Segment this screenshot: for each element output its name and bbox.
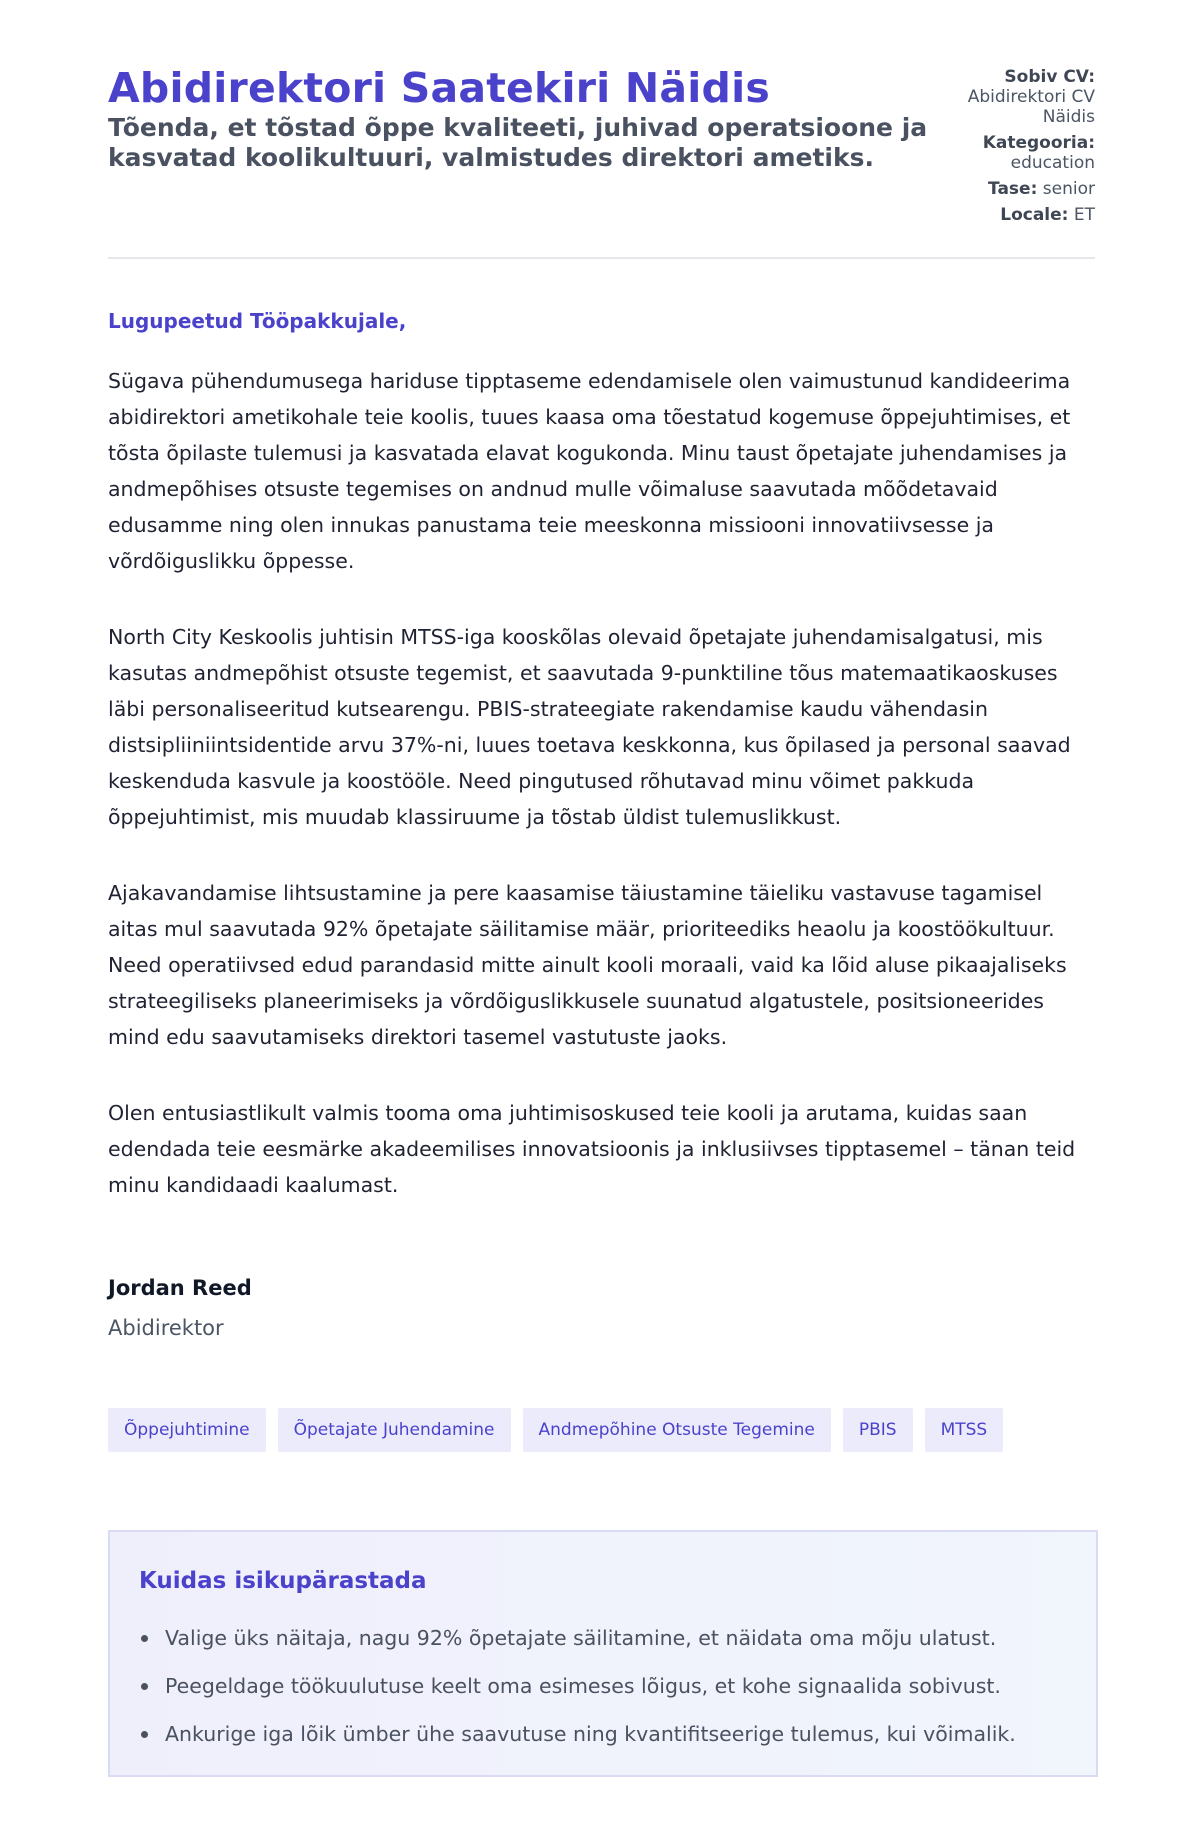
bullet-icon	[141, 1635, 148, 1642]
list-item	[139, 1614, 1016, 1662]
skill-tags	[108, 1408, 1003, 1452]
tip-text: Valige üks näitaja, nagu 92% õpetajate säilitamine, et näidata oma mõju ulatust.	[165, 1626, 997, 1650]
meta-locale	[945, 205, 1095, 225]
letter-greeting: Lugupeetud Tööpakkujale,	[108, 309, 407, 333]
letter-paragraph: North City Keskoolis juhtisin MTSS-iga kooskõlas olevaid õpetajate juhendamisalgatusi, mis kasutas andmepõhist otsuste tegemist, et saavutada 9-punktiline tõus matemaatikaoskuses läbi personaliseeritud kutsearengu. PBIS-strateegiate rakendamise kaudu vähendasin distsipliiniintsidentide arvu 37%-ni, luues toetava keskkonna, kus õpilased ja personal saavad keskenduda kasvule ja koostööle. Need pingutused rõhutavad minu võimet pakkuda õppejuhtimist, mis muudab klassiruume ja tõstab üldist tulemuslikkust.	[108, 625, 1071, 829]
meta-level-value: senior	[1042, 179, 1095, 199]
skill-tag: Andmepõhine Otsuste Tegemine	[523, 1408, 831, 1452]
list-item	[139, 1662, 1016, 1710]
meta-locale-label: Locale:	[1000, 205, 1069, 225]
meta-cv-value: Abidirektori CV Näidis	[967, 87, 1095, 127]
meta-panel	[945, 67, 1095, 231]
tips-list	[139, 1614, 1016, 1758]
bullet-icon	[141, 1683, 148, 1690]
meta-category-value: education	[1010, 153, 1095, 173]
list-item	[139, 1710, 1016, 1758]
meta-level	[945, 179, 1095, 199]
letter-paragraph: Olen entusiastlikult valmis tooma oma juhtimisoskused teie kooli ja arutama, kuidas saan edendada teie eesmärke akadeemilises innovatsioonis ja inklusiivses tipptasemel – tänan teid minu kandidaadi kaalumast.	[108, 1101, 1076, 1197]
cover-letter-page	[108, 0, 1095, 1746]
meta-category-label: Kategooria:	[982, 133, 1095, 153]
signature-name: Jordan Reed	[108, 1276, 252, 1300]
meta-locale-value: ET	[1073, 205, 1095, 225]
header	[108, 0, 1095, 259]
skill-tag: Õpetajate Juhendamine	[278, 1408, 511, 1452]
skill-tag: Õppejuhtimine	[108, 1408, 266, 1452]
meta-level-label: Tase:	[988, 179, 1038, 199]
skill-tag: MTSS	[925, 1408, 1004, 1452]
tip-text: Ankurige iga lõik ümber ühe saavutuse ning kvantifitseerige tulemus, kui võimalik.	[165, 1722, 1016, 1746]
meta-category	[945, 133, 1095, 173]
tips-title: Kuidas isikupärastada	[139, 1568, 427, 1594]
meta-cv-label: Sobiv CV:	[1004, 67, 1095, 87]
signature-title: Abidirektor	[108, 1316, 224, 1340]
skill-tag: PBIS	[843, 1408, 913, 1452]
page-subtitle: Tõenda, et tõstad õppe kvaliteeti, juhivad operatsioone ja kasvatad koolikultuuri, valmistudes direktori ametiks.	[108, 113, 928, 172]
letter-paragraph: Ajakavandamise lihtsustamine ja pere kaasamise täiustamine täieliku vastavuse tagamisel aitas mul saavutada 92% õpetajate säilitamise määr, prioriteediks heaolu ja koostöökultuur. Need operatiivsed edud parandasid mitte ainult kooli moraali, vaid ka lõid aluse pikaajaliseks strateegiliseks planeerimiseks ja võrdõiguslikkusele suunatud algatustele, positsioneerides mind edu saavutamiseks direktori tasemel vastutuste jaoks.	[108, 881, 1067, 1049]
tip-text: Peegeldage töökuulutuse keelt oma esimeses lõigus, et kohe signaalida sobivust.	[165, 1674, 1001, 1698]
tips-box	[108, 1530, 1098, 1777]
bullet-icon	[141, 1731, 148, 1738]
letter-paragraph: Sügava pühendumusega hariduse tipptaseme edendamisele olen vaimustunud kandideerima abidirektori ametikohale teie koolis, tuues kaasa oma tõestatud kogemuse õppejuhtimises, et tõsta õpilaste tulemusi ja kasvatada elavat kogukonda. Minu taust õpetajate juhendamises ja andmepõhises otsuste tegemises on andnud mulle võimaluse saavutada mõõdetavaid edusamme ning olen innukas panustama teie meeskonna missiooni innovatiivsesse ja võrdõiguslikku õppesse.	[108, 369, 1071, 573]
page-title: Abidirektori Saatekiri Näidis	[108, 64, 770, 112]
meta-cv	[945, 67, 1095, 127]
